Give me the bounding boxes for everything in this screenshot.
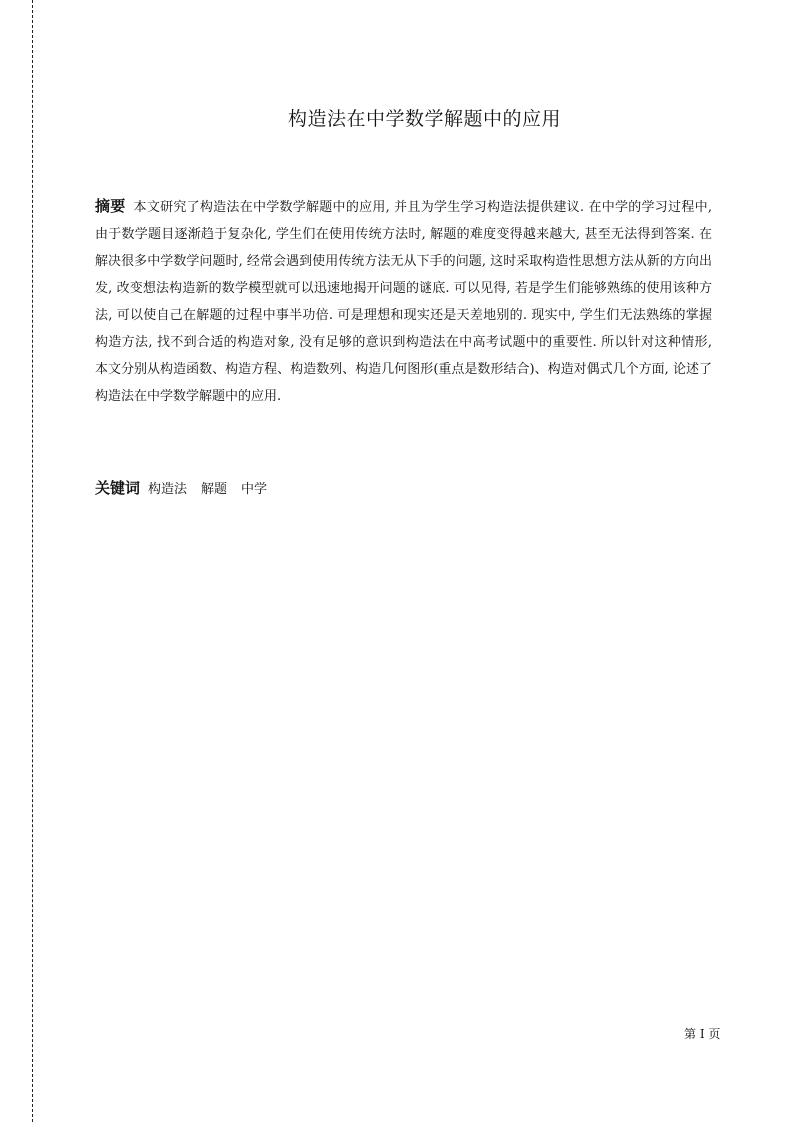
keywords-label: 关键词 (95, 479, 141, 497)
keyword-item: 中学 (241, 482, 268, 497)
keywords-section (95, 477, 712, 501)
keyword-item: 构造法 (148, 482, 188, 497)
page-number: 第 I 页 (684, 1027, 721, 1041)
binding-margin-line (32, 0, 33, 1122)
abstract-section (95, 193, 712, 410)
abstract-text: 本文研究了构造法在中学数学解题中的应用, 并且为学生学习构造法提供建议. 在中学的学习过程中, 由于数学题目逐渐趋于复杂化, 学生们在使用传统方法时, 解题的难度变得越来越大, 甚至无法得到答案. 在解决很多中学数学问题时, 经常会遇到使用传统方法无从下手的问题, 这时采取构造性思想方法从新的方向出发, 改变想法构造新的数学模型就可以迅速地揭开问题的谜底. 可以见得, 若是学生们能够熟练的使用该种方法, 可以使自己在解题的过程中事半功倍. 可是理想和现实还是天差地别的. 现实中, 学生们无法熟练的掌握构造方法, 找不到合适的构造对象, 没有足够的意识到构造法在中高考试题中的重要性. 所以针对这种情形, 本文分别从构造函数、构造方程、构造数列、构造几何图形(重点是数形结合)、构造对偶式几个方面, 论述了构造法在中学数学解题中的应用. (95, 200, 712, 404)
abstract-label: 摘要 (95, 197, 126, 215)
keyword-item: 解题 (201, 482, 228, 497)
paper-title: 构造法在中学数学解题中的应用 (287, 108, 561, 130)
